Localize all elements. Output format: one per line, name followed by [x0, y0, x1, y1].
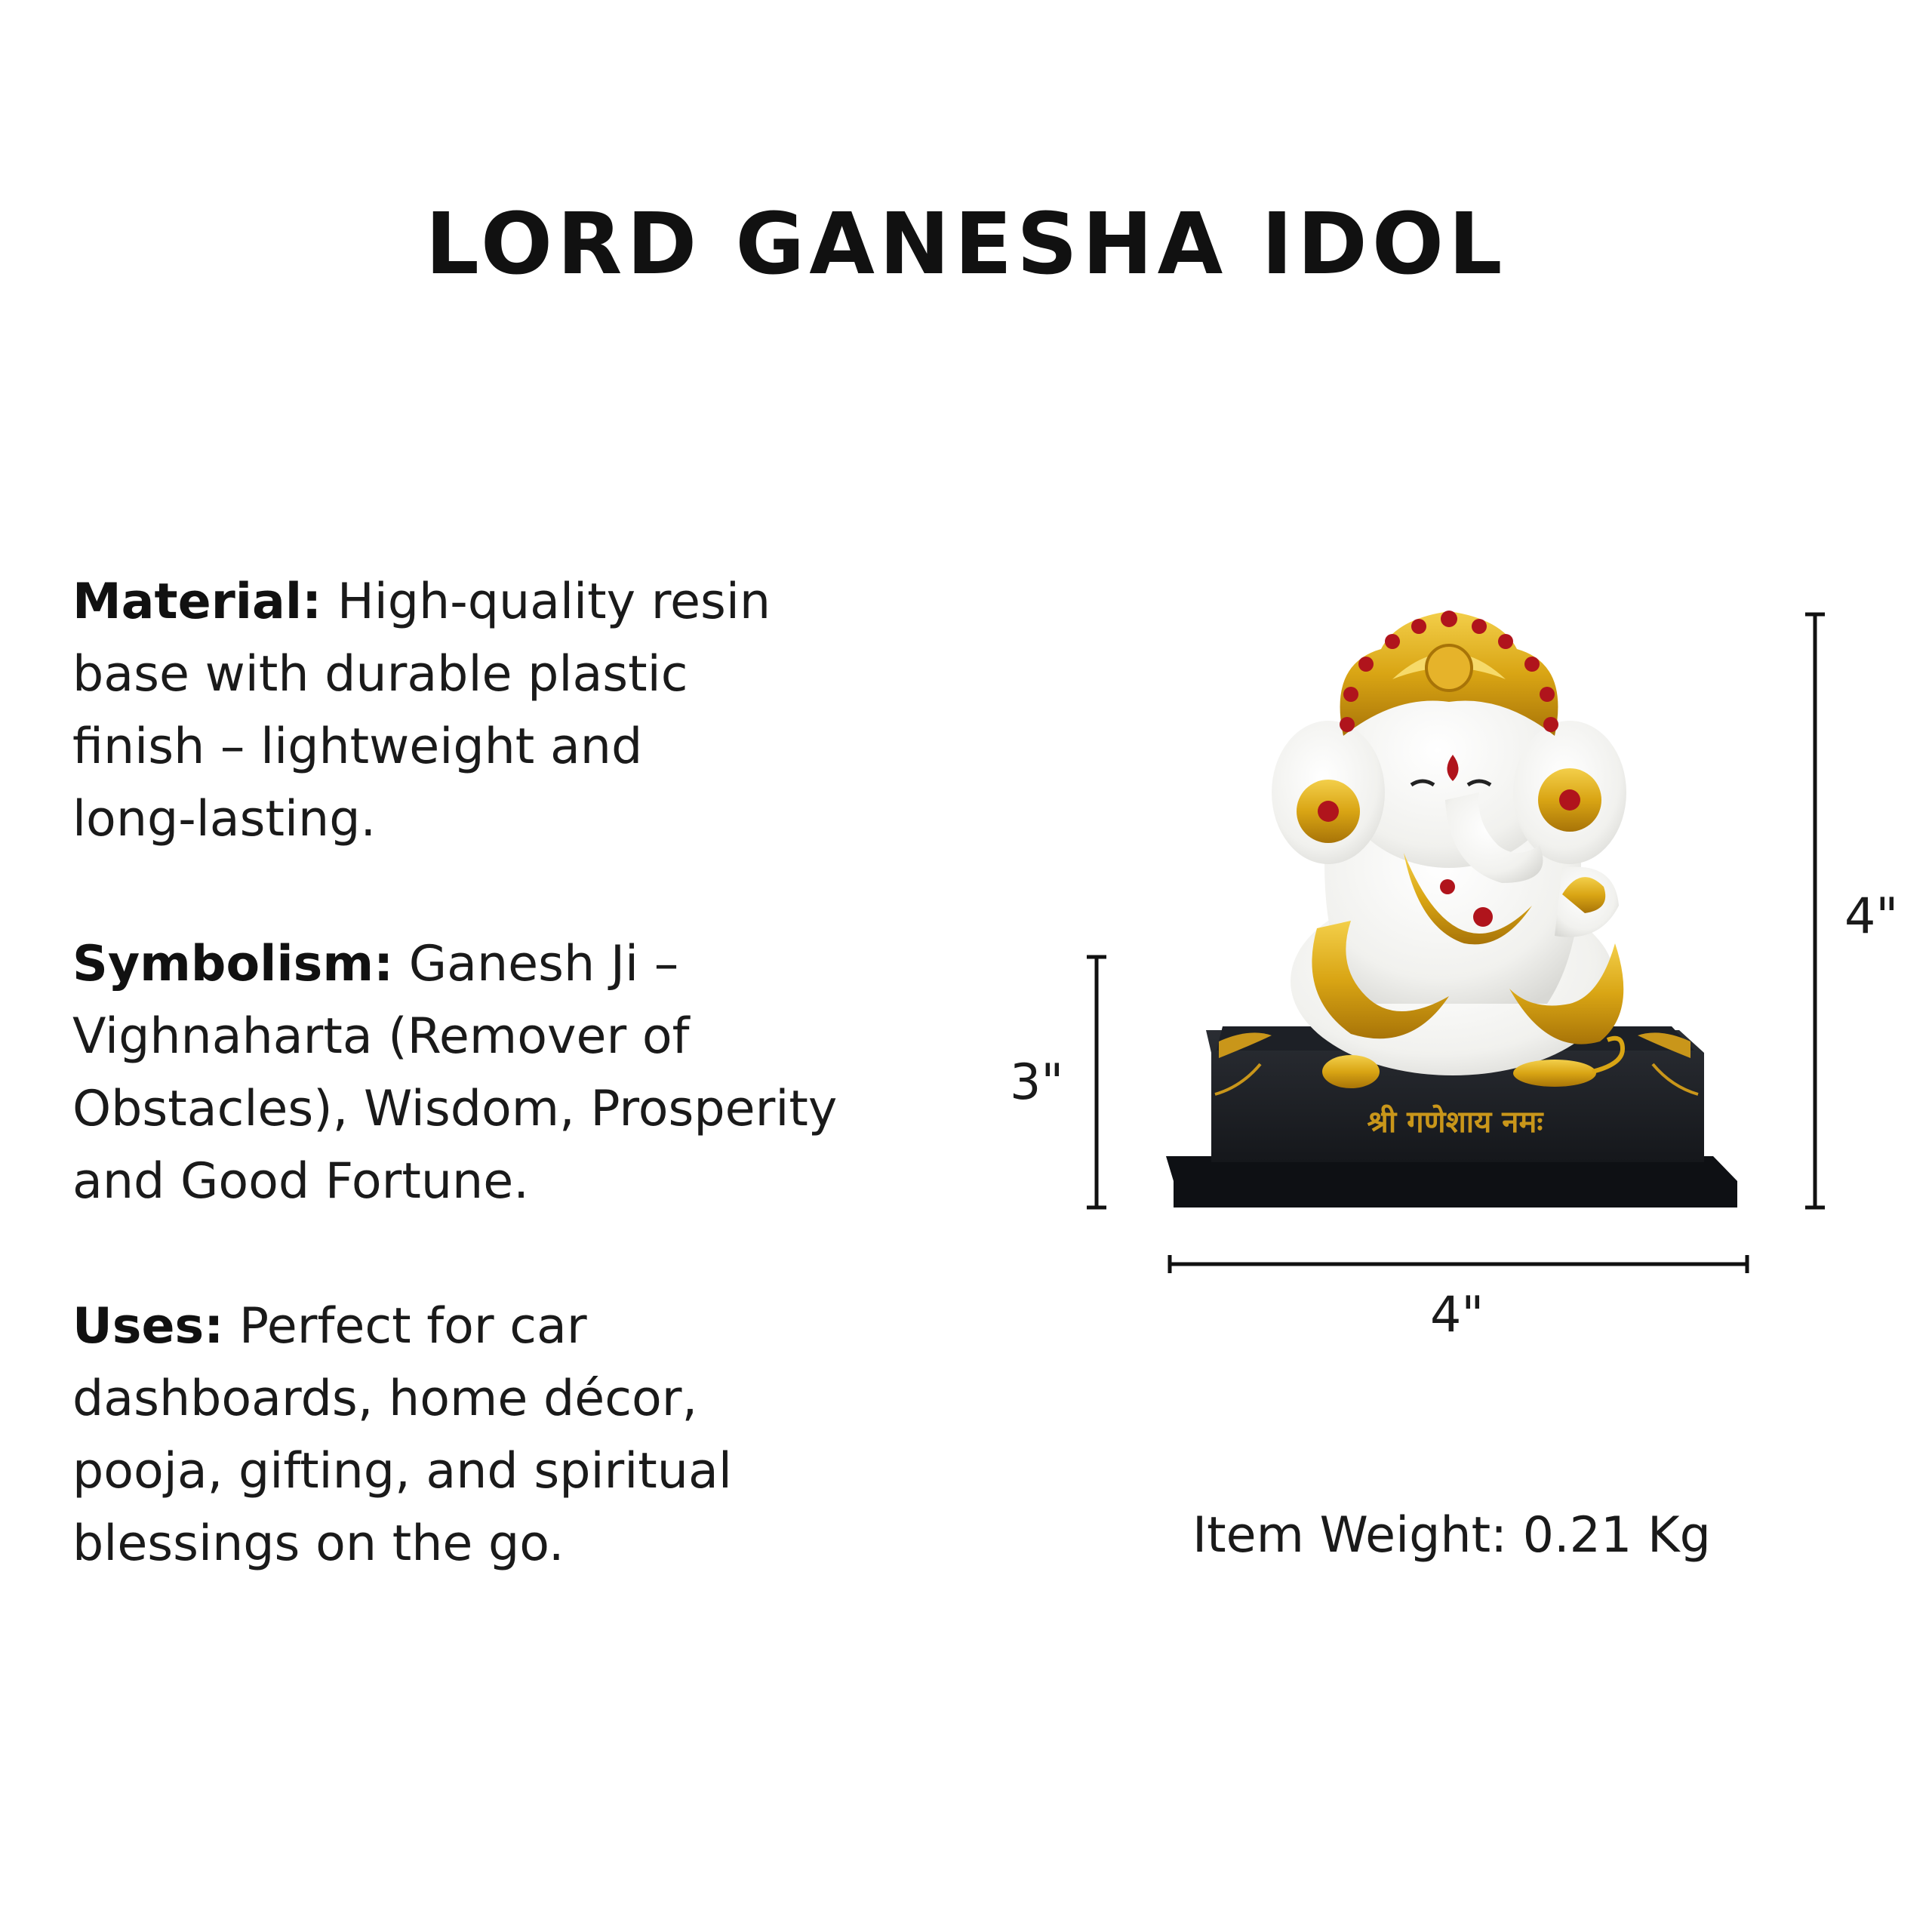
- spec-symbolism-label: Symbolism:: [72, 936, 394, 992]
- height-total-label: 4": [1844, 888, 1899, 945]
- spec-material-label: Material:: [72, 574, 322, 630]
- page-title: LORD GANESHA IDOL: [425, 195, 1507, 294]
- spec-material-line-4: long-lasting.: [72, 791, 377, 848]
- spec-uses-line-2: dashboards, home décor,: [72, 1371, 698, 1427]
- width-label: 4": [1430, 1287, 1484, 1343]
- spec-uses-label: Uses:: [72, 1298, 224, 1355]
- spec-symbolism-line-3: Obstacles), Wisdom, Prosperity: [72, 1081, 838, 1137]
- height-base-label: 3": [1010, 1054, 1064, 1111]
- spec-symbolism-line-1: Ganesh Ji –: [408, 936, 679, 992]
- spec-material-line-2: base with durable plastic: [72, 646, 688, 703]
- spec-symbolism-line-4: and Good Fortune.: [72, 1153, 529, 1210]
- spec-material-line-3: finish – lightweight and: [72, 718, 643, 775]
- spec-uses-line-3: pooja, gifting, and spiritual: [72, 1443, 732, 1500]
- spec-uses-line-4: blessings on the go.: [72, 1515, 565, 1572]
- item-weight: Item Weight: 0.21 Kg: [1192, 1507, 1711, 1564]
- base-inscription: श्री गणेशाय नमः: [1367, 1105, 1543, 1140]
- spec-symbolism-line-2: Vighnaharta (Remover of: [72, 1008, 690, 1065]
- spec-material-line-1: High-quality resin: [337, 574, 771, 630]
- ganesha-idol: [1272, 611, 1626, 1088]
- spec-uses-line-1: Perfect for car: [238, 1298, 587, 1355]
